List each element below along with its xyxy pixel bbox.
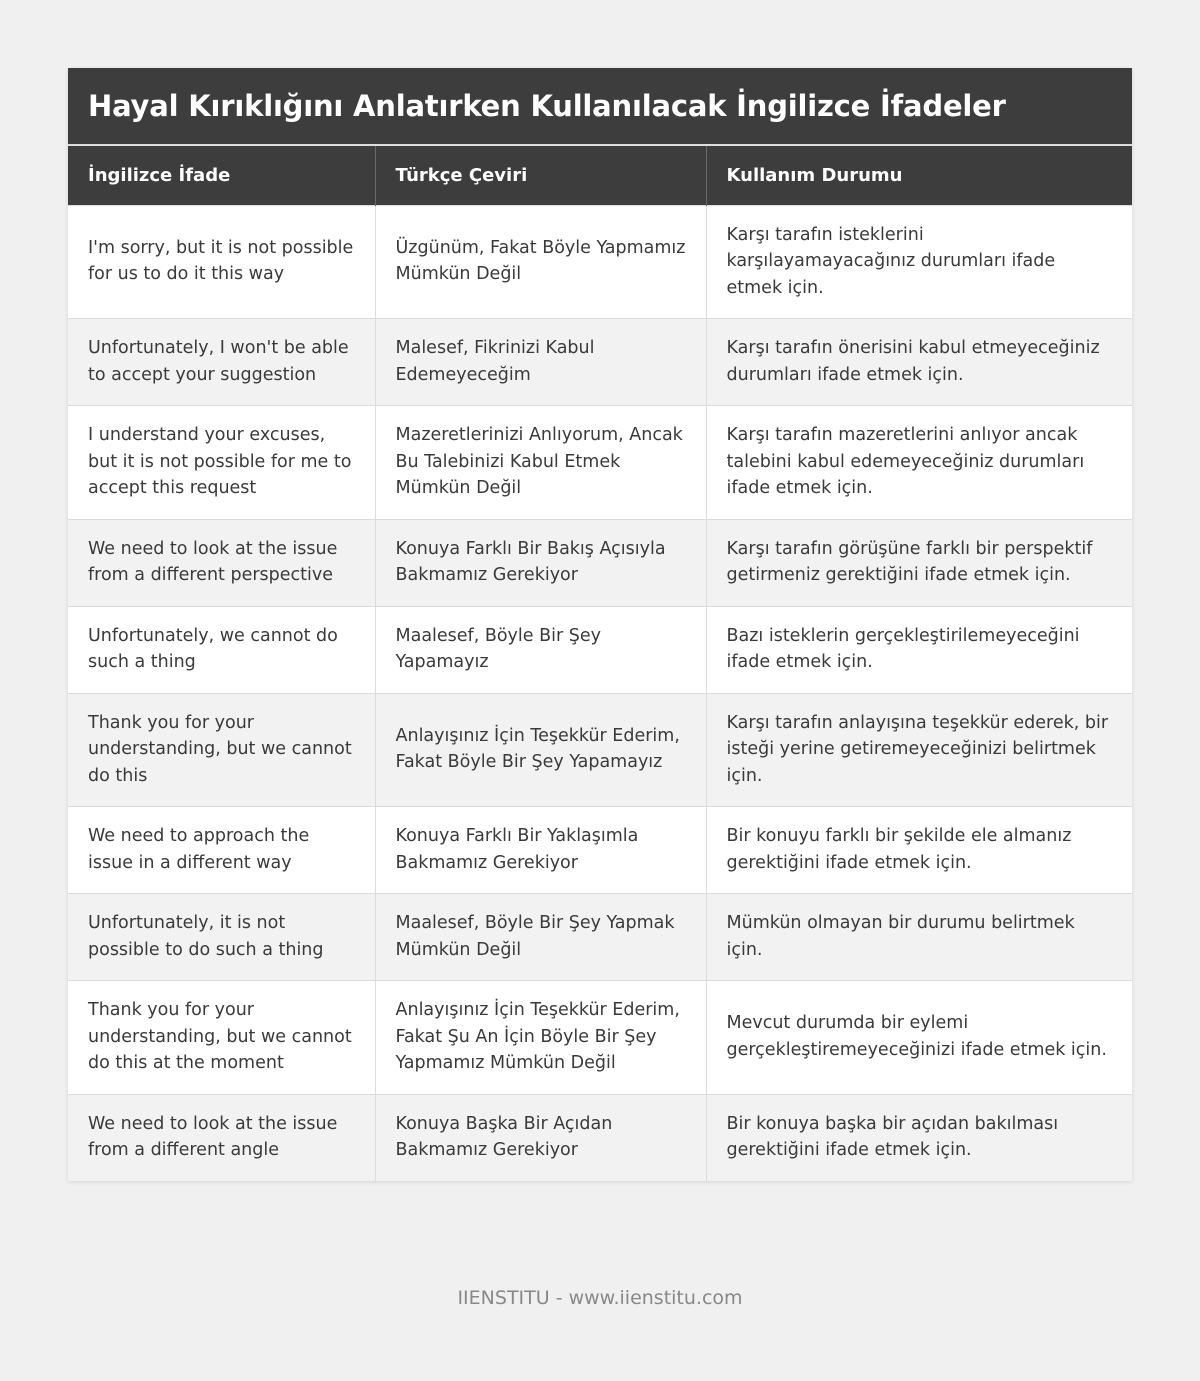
usage-cell: Karşı tarafın mazeretlerini anlıyor ancak talebini kabul edemeyeceğiniz durumları ifade etmek için. (706, 406, 1132, 520)
usage-cell: Karşı tarafın görüşüne farklı bir perspektif getirmeniz gerektiğini ifade etmek için. (706, 519, 1132, 606)
turkish-translation-cell: Konuya Başka Bir Açıdan Bakmamız Gerekiyor (375, 1094, 706, 1181)
table-row (68, 319, 1132, 406)
turkish-translation-cell: Konuya Farklı Bir Bakış Açısıyla Bakmamız Gerekiyor (375, 519, 706, 606)
english-phrase-cell: We need to approach the issue in a different way (68, 807, 375, 894)
table-row (68, 519, 1132, 606)
table-row (68, 406, 1132, 520)
turkish-translation-cell: Üzgünüm, Fakat Böyle Yapmamız Mümkün Değil (375, 205, 706, 319)
table-header-row (68, 145, 1132, 205)
table-row (68, 807, 1132, 894)
column-header-english: İngilizce İfade (68, 145, 375, 205)
turkish-translation-cell: Malesef, Fikrinizi Kabul Edemeyeceğim (375, 319, 706, 406)
table-row (68, 693, 1132, 807)
usage-cell: Mümkün olmayan bir durumu belirtmek için. (706, 894, 1132, 981)
turkish-translation-cell: Anlayışınız İçin Teşekkür Ederim, Fakat Böyle Bir Şey Yapamayız (375, 693, 706, 807)
phrases-table (68, 144, 1132, 1181)
table-row (68, 981, 1132, 1095)
english-phrase-cell: I understand your excuses, but it is not possible for me to accept this request (68, 406, 375, 520)
turkish-translation-cell: Mazeretlerinizi Anlıyorum, Ancak Bu Talebinizi Kabul Etmek Mümkün Değil (375, 406, 706, 520)
usage-cell: Karşı tarafın önerisini kabul etmeyeceğiniz durumları ifade etmek için. (706, 319, 1132, 406)
usage-cell: Bir konuya başka bir açıdan bakılması gerektiğini ifade etmek için. (706, 1094, 1132, 1181)
table-row (68, 1094, 1132, 1181)
english-phrase-cell: We need to look at the issue from a different angle (68, 1094, 375, 1181)
usage-cell: Karşı tarafın anlayışına teşekkür ederek, bir isteği yerine getiremeyeceğinizi belirtmek için. (706, 693, 1132, 807)
turkish-translation-cell: Konuya Farklı Bir Yaklaşımla Bakmamız Gerekiyor (375, 807, 706, 894)
usage-cell: Karşı tarafın isteklerini karşılayamayacağınız durumları ifade etmek için. (706, 205, 1132, 319)
usage-cell: Mevcut durumda bir eylemi gerçekleştiremeyeceğinizi ifade etmek için. (706, 981, 1132, 1095)
english-phrase-cell: I'm sorry, but it is not possible for us to do it this way (68, 205, 375, 319)
english-phrase-cell: Thank you for your understanding, but we cannot do this (68, 693, 375, 807)
english-phrase-cell: Unfortunately, we cannot do such a thing (68, 606, 375, 693)
turkish-translation-cell: Anlayışınız İçin Teşekkür Ederim, Fakat Şu An İçin Böyle Bir Şey Yapmamız Mümkün Değil (375, 981, 706, 1095)
table-row (68, 894, 1132, 981)
table-row (68, 606, 1132, 693)
title-bar (68, 68, 1132, 144)
usage-cell: Bir konuyu farklı bir şekilde ele almanız gerektiğini ifade etmek için. (706, 807, 1132, 894)
table-row (68, 205, 1132, 319)
column-header-turkish: Türkçe Çeviri (375, 145, 706, 205)
turkish-translation-cell: Maalesef, Böyle Bir Şey Yapmak Mümkün Değil (375, 894, 706, 981)
english-phrase-cell: Thank you for your understanding, but we cannot do this at the moment (68, 981, 375, 1095)
footer-credit: IIENSTITU - www.iienstitu.com (457, 1287, 743, 1309)
turkish-translation-cell: Maalesef, Böyle Bir Şey Yapamayız (375, 606, 706, 693)
english-phrase-cell: We need to look at the issue from a different perspective (68, 519, 375, 606)
phrases-table-card (68, 68, 1132, 1181)
table-title: Hayal Kırıklığını Anlatırken Kullanılacak İngilizce İfadeler (88, 89, 1006, 123)
column-header-usage: Kullanım Durumu (706, 145, 1132, 205)
english-phrase-cell: Unfortunately, it is not possible to do such a thing (68, 894, 375, 981)
english-phrase-cell: Unfortunately, I won't be able to accept your suggestion (68, 319, 375, 406)
usage-cell: Bazı isteklerin gerçekleştirilemeyeceğini ifade etmek için. (706, 606, 1132, 693)
